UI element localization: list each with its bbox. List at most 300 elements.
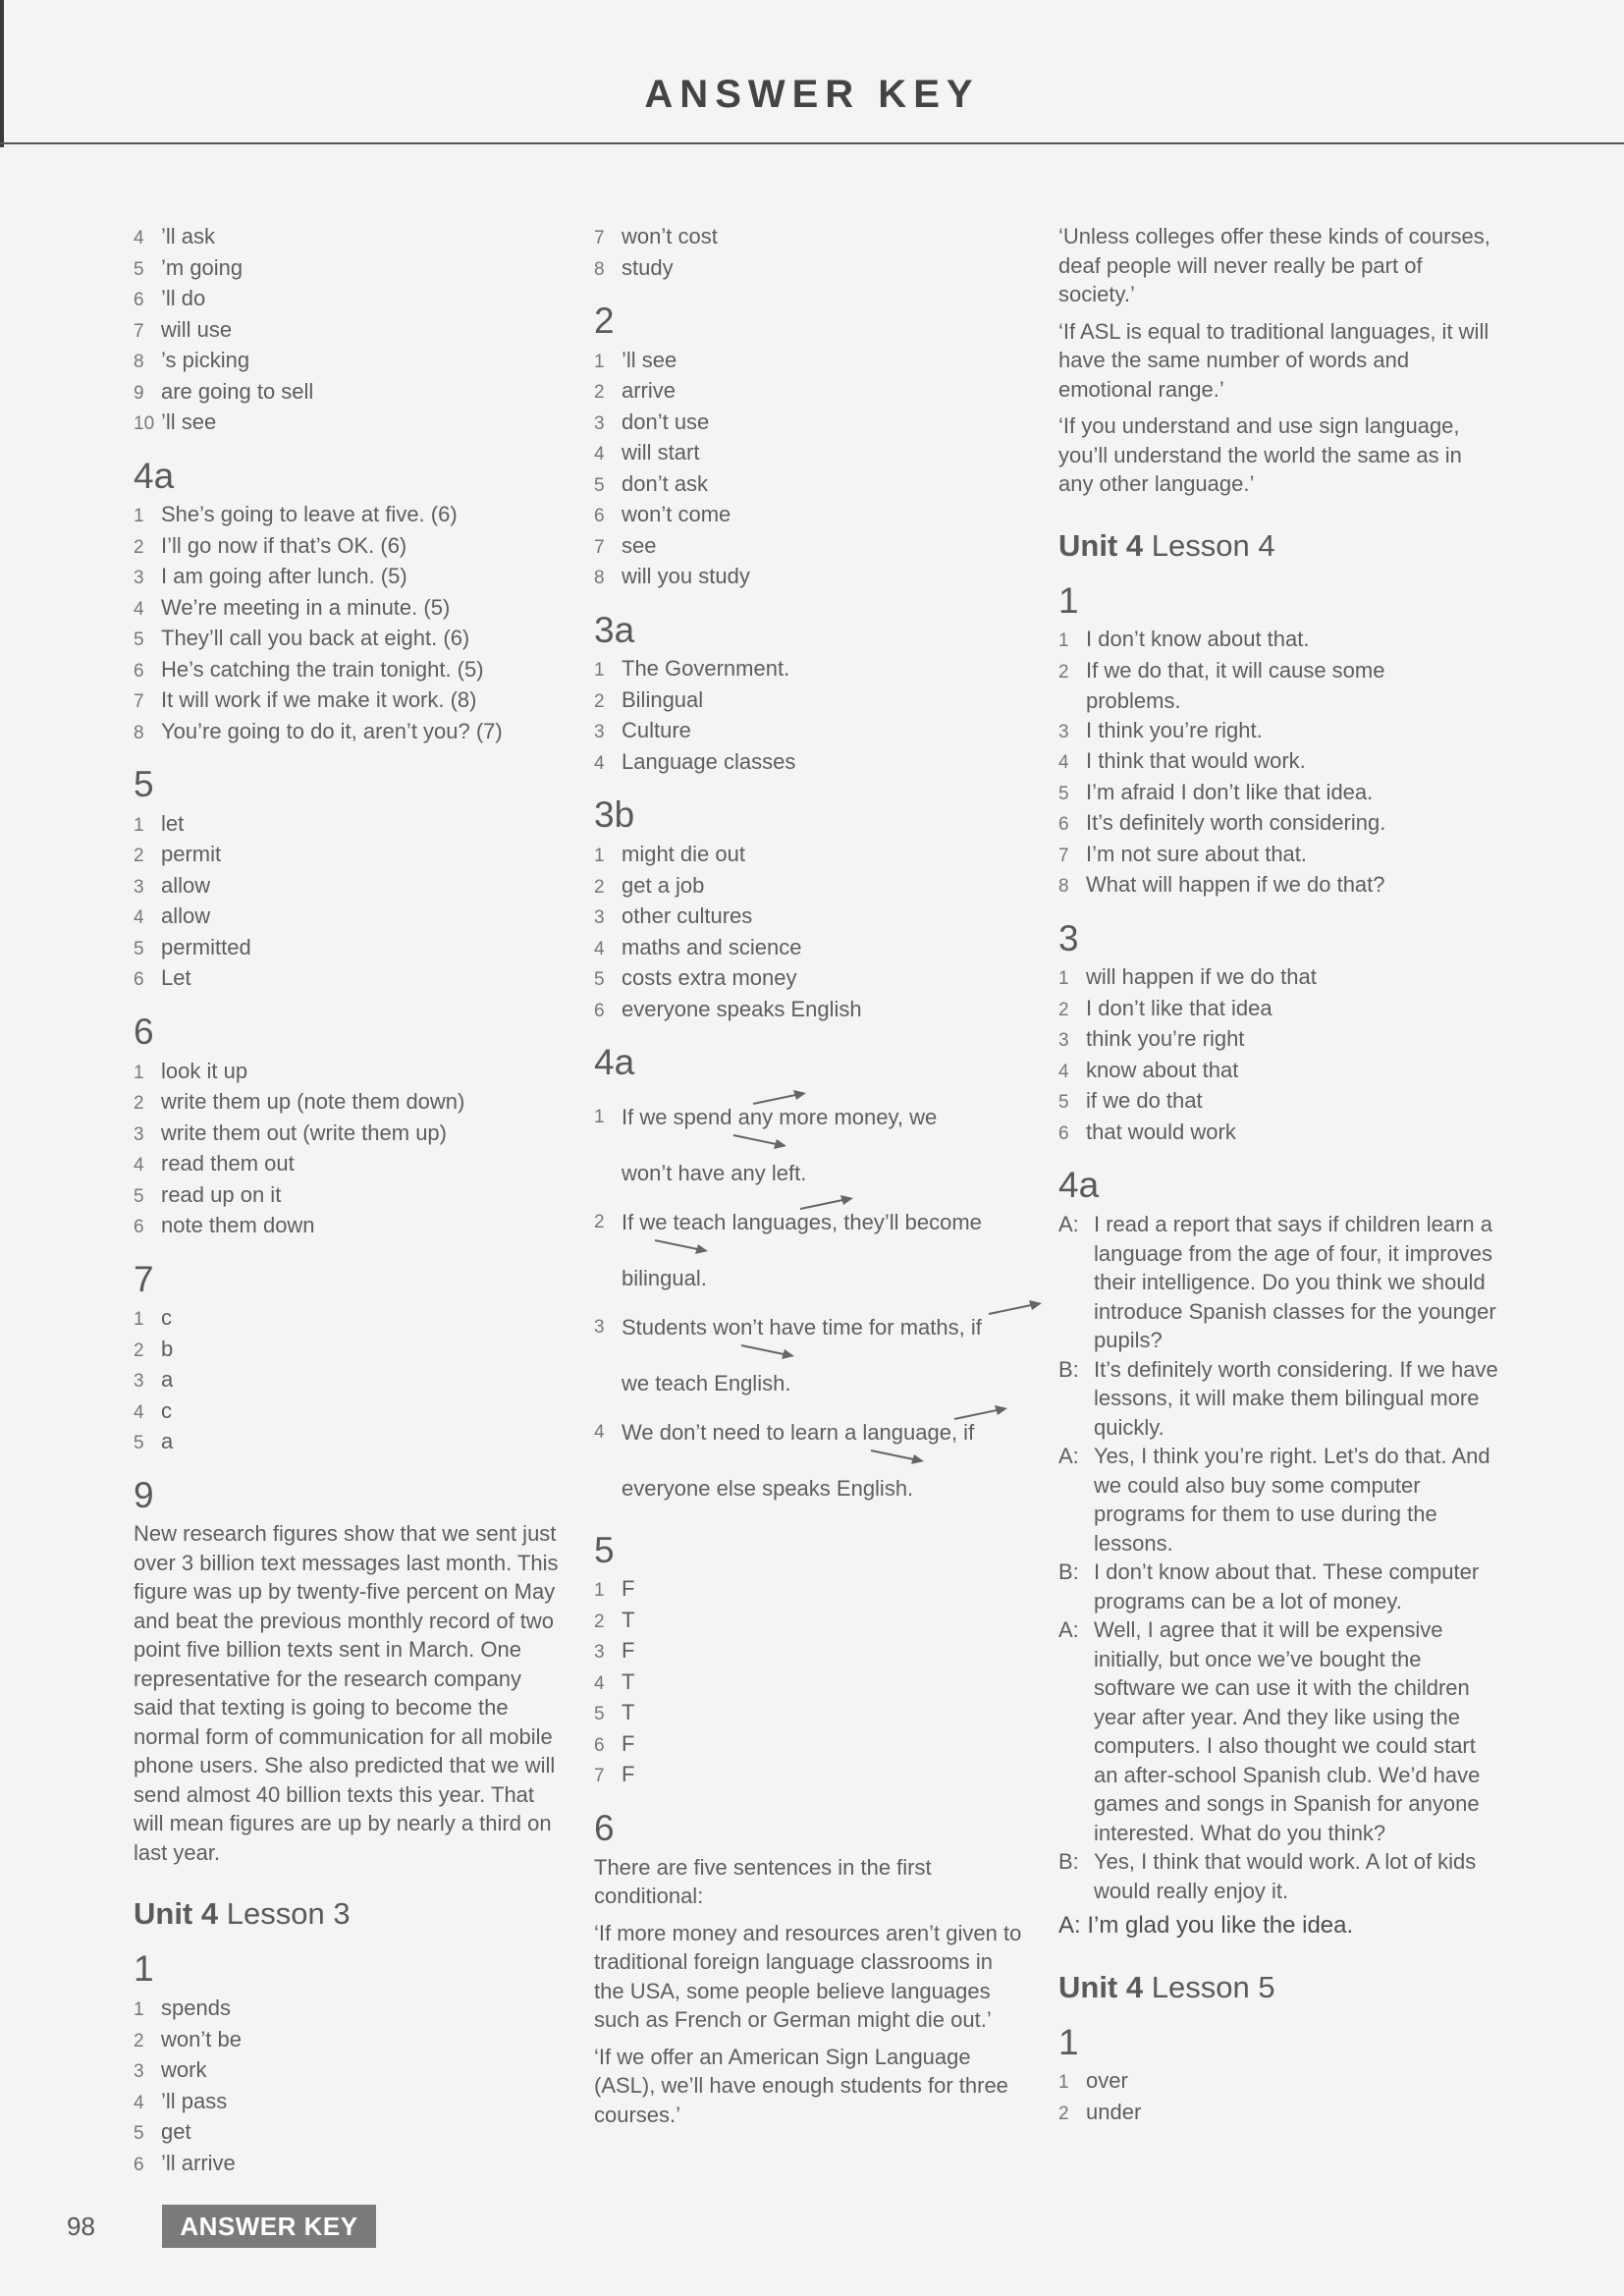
- column-3: [1058, 222, 1500, 2128]
- item-number: 4: [134, 1401, 144, 1423]
- dialogue-line: [1058, 1847, 1500, 1905]
- item-number: 2: [134, 2030, 144, 2051]
- item-text: I am going after lunch. (5): [161, 564, 407, 589]
- item-number: 6: [594, 1000, 605, 1021]
- item-text: we teach English.: [622, 1371, 791, 1396]
- answer-list-7: [134, 1303, 566, 1458]
- item-text: T: [622, 1700, 635, 1725]
- item-number: 4: [1058, 752, 1069, 774]
- list-item: [134, 284, 566, 315]
- item-number: 2: [594, 1611, 605, 1632]
- list-item: [134, 500, 566, 531]
- item-text: don’t use: [622, 409, 710, 434]
- item-number: 4: [134, 1155, 144, 1176]
- item-text: You’re going to do it, aren’t you? (7): [161, 718, 503, 743]
- item-text: study: [622, 254, 674, 280]
- list-item: [1058, 2066, 1500, 2098]
- item-text: What will happen if we do that?: [1086, 872, 1385, 898]
- list-item: [134, 346, 566, 377]
- item-text: if we do that: [1086, 1088, 1203, 1114]
- item-number: 1: [1058, 2072, 1069, 2094]
- item-number: 5: [594, 969, 605, 991]
- item-number: 7: [594, 1766, 605, 1787]
- item-text: We’re meeting in a minute. (5): [161, 594, 451, 620]
- item-number: 3: [134, 1371, 144, 1393]
- answer-paragraph: ‘If we offer an American Sign Language (ASL), we’ll have enough students for three courses.’: [594, 2044, 1008, 2127]
- list-item: [1058, 746, 1500, 778]
- item-number: 5: [134, 1185, 144, 1207]
- header-rule: [0, 142, 1624, 144]
- item-text: under: [1086, 2099, 1142, 2124]
- item-number: 2: [134, 1339, 144, 1361]
- item-number: 3: [134, 568, 144, 589]
- list-item: [134, 222, 566, 253]
- item-number: 5: [134, 1433, 144, 1454]
- item-text: allow: [161, 903, 211, 929]
- item-number: 4: [594, 752, 605, 774]
- list-item: [594, 1729, 1026, 1761]
- list-item: [1058, 625, 1500, 656]
- section-heading-6: 6: [134, 1011, 154, 1052]
- item-number: 1: [1058, 630, 1069, 652]
- list-item: [134, 902, 566, 933]
- list-item: [1058, 994, 1500, 1025]
- list-item: [134, 2117, 566, 2149]
- list-item: [594, 685, 1026, 717]
- item-number: 1: [134, 1999, 144, 2021]
- falling-intonation-arrow: [869, 1446, 928, 1467]
- answer-list-3: [1058, 962, 1500, 1148]
- item-text: F: [622, 1638, 635, 1664]
- item-text: won’t come: [622, 502, 731, 527]
- item-text: will use: [161, 316, 233, 342]
- item-text: write them up (note them down): [161, 1089, 465, 1115]
- item-text: arrive: [622, 378, 677, 404]
- list-item: [594, 747, 1026, 779]
- dialogue-line: [1058, 1442, 1500, 1558]
- section-heading-2: 2: [594, 301, 615, 341]
- item-number: 4: [594, 444, 605, 465]
- item-number: 4: [134, 598, 144, 620]
- list-item: [134, 655, 566, 686]
- item-text: Language classes: [622, 748, 796, 774]
- intonation-item: [594, 1103, 1026, 1188]
- item-text: F: [622, 1576, 635, 1602]
- item-text: c: [161, 1305, 172, 1331]
- list-item: [134, 531, 566, 563]
- dialogue-text: I don’t know about that. These computer programs can be a lot of money.: [1094, 1559, 1480, 1613]
- item-number: 6: [1058, 1122, 1069, 1144]
- item-text: maths and science: [622, 934, 802, 959]
- item-number: 2: [134, 1093, 144, 1115]
- section-heading-3b: 3b: [594, 794, 635, 836]
- column-1: [134, 222, 566, 2179]
- item-number: 7: [134, 691, 144, 713]
- unit-label: Unit 4: [1058, 1969, 1144, 2004]
- list-item: [134, 1087, 566, 1119]
- list-item: [134, 408, 566, 439]
- item-number: 6: [134, 660, 144, 682]
- answer-list-1: [1058, 625, 1500, 902]
- list-item: [134, 315, 566, 347]
- section-heading-3: 3: [1058, 917, 1079, 958]
- item-number: 4: [594, 1672, 605, 1694]
- section-heading-3a: 3a: [594, 609, 635, 650]
- list-item: [594, 654, 1026, 685]
- item-number: 7: [134, 320, 144, 342]
- list-item: [1058, 656, 1500, 687]
- list-item: [1058, 840, 1500, 871]
- section-heading-1: 1: [134, 1948, 154, 1990]
- item-number: 8: [134, 352, 144, 372]
- item-text: She’s going to leave at five. (6): [161, 502, 458, 527]
- item-text: might die out: [622, 842, 745, 867]
- list-item: [134, 809, 566, 841]
- speaker-label: A:: [1058, 1617, 1079, 1643]
- answer-paragraph: ‘If you understand and use sign language, you’ll understand the world the same as in any other language.’: [1058, 413, 1462, 496]
- item-text: won’t have any left.: [622, 1161, 807, 1186]
- unit-heading-lesson-3: [134, 1896, 566, 1932]
- lesson-label: Lesson 4: [1151, 527, 1275, 563]
- item-text: If we spend any more money, we: [622, 1104, 938, 1129]
- list-item: [134, 2149, 566, 2180]
- item-number: 1: [134, 1309, 144, 1331]
- list-item: [594, 253, 1026, 285]
- item-text: b: [161, 1336, 174, 1361]
- item-text: look it up: [161, 1058, 248, 1083]
- item-text: spends: [161, 1995, 231, 2021]
- item-text: It will work if we make it work. (8): [161, 687, 477, 713]
- list-item: [134, 1335, 566, 1366]
- item-text: costs extra money: [622, 965, 797, 991]
- answer-paragraph-9: New research figures show that we sent just over 3 billion text messages last month. This figure was up by twenty-five percent on May and beat the previous monthly record of two point five billion texts sent in March. One representative for the research company said that texting is going to become the normal form of communication for all mobile phone users. She also predicted that we will send almost 40 billion texts this year. That will mean figures are up by nearly a third on last year.: [134, 1521, 559, 1865]
- item-text: The Government.: [622, 656, 790, 682]
- list-item: [134, 1119, 566, 1150]
- item-text: ’s picking: [161, 348, 250, 372]
- item-number: 1: [594, 660, 605, 682]
- item-number: 3: [594, 722, 605, 743]
- answer-paragraph: ‘If ASL is equal to traditional languages, it will have the same number of words and emotional range.’: [1058, 318, 1489, 402]
- item-text: F: [622, 1762, 635, 1787]
- answer-list-2: [594, 346, 1026, 593]
- item-text: I think that would work.: [1086, 748, 1306, 774]
- unit-heading-lesson-5: [1058, 1970, 1500, 2005]
- item-text: are going to sell: [161, 378, 314, 404]
- item-text: let: [161, 810, 185, 836]
- section-heading-4a: 4a: [594, 1042, 635, 1083]
- item-text: ’ll arrive: [161, 2150, 236, 2175]
- dialogue-last-line: A: I’m glad you like the idea.: [1058, 1912, 1354, 1940]
- unit-label: Unit 4: [134, 1896, 219, 1932]
- item-text: If we do that, it will cause some: [1086, 657, 1385, 683]
- item-text: everyone else speaks English.: [622, 1476, 914, 1502]
- item-text: ’ll see: [161, 410, 217, 434]
- footer-section-tag: ANSWER KEY: [162, 2205, 376, 2248]
- dialogue-line: [1058, 1355, 1500, 1443]
- answer-list-lesson3-1: [134, 1994, 566, 2179]
- list-item: [594, 469, 1026, 501]
- list-item: [134, 1211, 566, 1242]
- lesson-label: Lesson 5: [1151, 1969, 1275, 2004]
- item-text: I’m afraid I don’t like that idea.: [1086, 779, 1374, 804]
- item-number: 1: [594, 846, 605, 867]
- item-text: It’s definitely worth considering.: [1086, 810, 1386, 836]
- list-item: [134, 1365, 566, 1396]
- item-number: 1: [594, 351, 605, 372]
- item-text: bilingual.: [622, 1266, 707, 1291]
- answer-list-4a: [134, 500, 566, 747]
- item-number: 8: [134, 722, 144, 743]
- item-number: 2: [1058, 2103, 1069, 2124]
- list-item: [134, 1994, 566, 2025]
- item-number: 3: [1058, 721, 1069, 742]
- speaker-label: B:: [1058, 1356, 1079, 1382]
- dialogue-text: Yes, I think that would work. A lot of kids would really enjoy it.: [1094, 1849, 1477, 1903]
- item-number: 2: [134, 536, 144, 558]
- item-number: 5: [134, 2123, 144, 2145]
- list-item: [594, 1606, 1026, 1637]
- dialogue-line: [1058, 1210, 1500, 1355]
- list-item: [594, 222, 1026, 253]
- list-item: [594, 408, 1026, 439]
- answer-list-continued: [594, 222, 1026, 284]
- list-item-continuation: [1058, 686, 1500, 716]
- item-text: problems.: [1086, 688, 1181, 714]
- answer-paragraph: There are five sentences in the first conditional:: [594, 1854, 932, 1909]
- list-item: [134, 963, 566, 995]
- item-number: 7: [594, 228, 605, 248]
- item-number: 2: [134, 846, 144, 867]
- rising-intonation-arrow: [798, 1192, 857, 1214]
- section-heading-4a: 4a: [134, 455, 175, 496]
- falling-intonation-arrow: [739, 1340, 798, 1362]
- list-item: [134, 2087, 566, 2118]
- item-text: ’ll ask: [161, 224, 216, 248]
- item-text: will you study: [622, 564, 750, 589]
- list-item: [134, 840, 566, 871]
- item-number: 6: [594, 1734, 605, 1756]
- item-text: will happen if we do that: [1086, 964, 1317, 990]
- item-text: permit: [161, 842, 222, 867]
- speaker-label: A:: [1058, 1444, 1079, 1469]
- list-item: [594, 840, 1026, 871]
- item-text: If we teach languages, they’ll become: [622, 1209, 982, 1234]
- item-text: ’ll pass: [161, 2088, 228, 2113]
- list-item: [1058, 1024, 1500, 1056]
- answer-list-continued: [134, 222, 566, 439]
- item-text: Students won’t have time for maths, if: [622, 1314, 982, 1339]
- item-number: 2: [594, 876, 605, 898]
- unit-label: Unit 4: [1058, 527, 1144, 563]
- list-item: [134, 2025, 566, 2056]
- list-item: [134, 562, 566, 593]
- list-item: [594, 346, 1026, 377]
- list-item: [594, 562, 1026, 593]
- item-number: 4: [134, 2092, 144, 2113]
- list-item: [134, 871, 566, 902]
- list-item: [594, 1698, 1026, 1729]
- item-number: 6: [1058, 814, 1069, 836]
- section-heading-7: 7: [134, 1258, 154, 1299]
- item-text: see: [622, 532, 657, 558]
- item-number: 10: [134, 413, 155, 434]
- item-text: T: [622, 1607, 635, 1632]
- item-text: will start: [622, 440, 700, 465]
- section-heading-5: 5: [134, 764, 154, 805]
- item-number: 8: [594, 258, 605, 280]
- section-heading-9: 9: [134, 1474, 154, 1515]
- item-number: 6: [594, 506, 605, 527]
- list-item: [594, 716, 1026, 747]
- item-number: 8: [1058, 876, 1069, 898]
- item-number: 2: [594, 1211, 605, 1232]
- answer-list-6: [134, 1057, 566, 1242]
- item-number: 5: [134, 258, 144, 280]
- list-item: [134, 1427, 566, 1458]
- item-text: I’ll go now if that’s OK. (6): [161, 532, 407, 558]
- list-item: [1058, 1086, 1500, 1118]
- rising-intonation-arrow: [751, 1087, 810, 1109]
- list-item: [1058, 962, 1500, 994]
- item-number: 3: [594, 1642, 605, 1664]
- item-text: get: [161, 2119, 191, 2145]
- item-number: 2: [1058, 999, 1069, 1020]
- section-heading-1: 1: [1058, 579, 1079, 621]
- item-number: 4: [594, 1421, 605, 1443]
- list-item: [594, 1667, 1026, 1699]
- item-text: that would work: [1086, 1119, 1236, 1144]
- answer-list-5: [594, 1574, 1026, 1791]
- falling-intonation-arrow: [731, 1130, 790, 1152]
- page-header-title: ANSWER KEY: [644, 73, 980, 116]
- item-number: 4: [594, 938, 605, 959]
- intonation-list-4a: [594, 1103, 1026, 1503]
- list-item: [594, 995, 1026, 1026]
- item-text: a: [161, 1367, 174, 1393]
- list-item: [594, 1760, 1026, 1791]
- item-text: note them down: [161, 1213, 315, 1238]
- item-text: read them out: [161, 1151, 295, 1176]
- list-item: [594, 1574, 1026, 1606]
- item-text: get a job: [622, 872, 705, 898]
- item-text: think you’re right: [1086, 1026, 1245, 1052]
- item-number: 5: [1058, 783, 1069, 804]
- answer-list-3a: [594, 654, 1026, 778]
- item-text: everyone speaks English: [622, 996, 862, 1021]
- lesson-label: Lesson 3: [226, 1896, 351, 1932]
- item-text: allow: [161, 872, 211, 898]
- section-heading-6: 6: [594, 1807, 615, 1848]
- list-item: [594, 438, 1026, 469]
- section-heading-1: 1: [1058, 2021, 1079, 2062]
- dialogue-text: Well, I agree that it will be expensive initially, but once we’ve bought the software we can use it with the children year after year. And they like using the computers. I also thought we could start an after-school Spanish club. We’d have games and songs in Spanish for anyone interested. What do you think?: [1094, 1617, 1481, 1845]
- item-text: He’s catching the train tonight. (5): [161, 656, 484, 682]
- list-item: [134, 1057, 566, 1088]
- list-item: [134, 377, 566, 409]
- dialogue-text: Yes, I think you’re right. Let’s do that. And we could also buy some computer programs for them to use during the lessons.: [1094, 1444, 1490, 1556]
- falling-intonation-arrow: [653, 1235, 712, 1257]
- column-2: [594, 222, 1026, 2137]
- item-number: 3: [1058, 1030, 1069, 1052]
- list-item: [134, 253, 566, 285]
- section-heading-5: 5: [594, 1529, 615, 1570]
- dialogue-text: I read a report that says if children learn a language from the age of four, it improves their intelligence. Do you think we should introduce Spanish classes for the younger pupils?: [1094, 1212, 1496, 1353]
- dialogue-line: [1058, 1615, 1500, 1847]
- list-item: [594, 500, 1026, 531]
- item-text: ’ll do: [161, 286, 206, 310]
- section-heading-4a: 4a: [1058, 1165, 1100, 1206]
- speaker-label: A:: [1058, 1212, 1079, 1237]
- list-item: [134, 2055, 566, 2087]
- item-text: permitted: [161, 934, 251, 959]
- rising-intonation-arrow: [987, 1297, 1046, 1319]
- item-text: a: [161, 1429, 174, 1454]
- list-item: [1058, 778, 1500, 809]
- item-text: write them out (write them up): [161, 1120, 447, 1145]
- item-number: 6: [134, 1217, 144, 1238]
- item-number: 3: [594, 412, 605, 434]
- item-number: 4: [1058, 1061, 1069, 1082]
- item-text: Culture: [622, 718, 691, 743]
- item-number: 8: [594, 568, 605, 589]
- answer-list-3b: [594, 840, 1026, 1025]
- list-item: [594, 963, 1026, 995]
- item-number: 3: [134, 1123, 144, 1145]
- item-number: 3: [134, 876, 144, 898]
- list-item: [594, 902, 1026, 933]
- item-number: 1: [134, 814, 144, 836]
- dialogue-line: [1058, 1558, 1500, 1615]
- list-item: [594, 933, 1026, 964]
- list-item: [594, 531, 1026, 563]
- answer-list-5: [134, 809, 566, 995]
- item-number: 3: [594, 1316, 605, 1338]
- intonation-item: [594, 1313, 1026, 1398]
- item-number: 6: [134, 969, 144, 991]
- item-text: I’m not sure about that.: [1086, 841, 1308, 866]
- list-item: [134, 1303, 566, 1335]
- item-number: 2: [594, 690, 605, 712]
- list-item: [134, 933, 566, 964]
- item-text: read up on it: [161, 1181, 282, 1207]
- item-number: 6: [134, 2154, 144, 2175]
- item-number: 5: [594, 1704, 605, 1725]
- item-text: won’t be: [161, 2026, 242, 2051]
- item-number: 7: [594, 536, 605, 558]
- item-number: 5: [134, 629, 144, 651]
- list-item: [134, 1180, 566, 1212]
- item-text: We don’t need to learn a language, if: [622, 1419, 975, 1445]
- list-item: [594, 1636, 1026, 1667]
- item-text: ’m going: [161, 254, 244, 280]
- list-item: [1058, 716, 1500, 747]
- dialogue-text: It’s definitely worth considering. If we have lessons, it will make them bilingual more quickly.: [1094, 1356, 1498, 1440]
- list-item: [134, 593, 566, 625]
- item-text: won’t cost: [622, 224, 718, 248]
- item-number: 1: [134, 1062, 144, 1083]
- item-text: know about that: [1086, 1057, 1239, 1082]
- item-number: 5: [594, 474, 605, 496]
- list-item: [134, 1396, 566, 1428]
- item-number: 5: [1058, 1092, 1069, 1114]
- item-text: I think you’re right.: [1086, 717, 1263, 742]
- unit-heading-lesson-4: [1058, 528, 1500, 564]
- item-text: c: [161, 1397, 172, 1423]
- item-number: 6: [134, 290, 144, 310]
- list-item: [594, 376, 1026, 408]
- item-number: 1: [1058, 968, 1069, 990]
- intonation-item: [594, 1208, 1026, 1293]
